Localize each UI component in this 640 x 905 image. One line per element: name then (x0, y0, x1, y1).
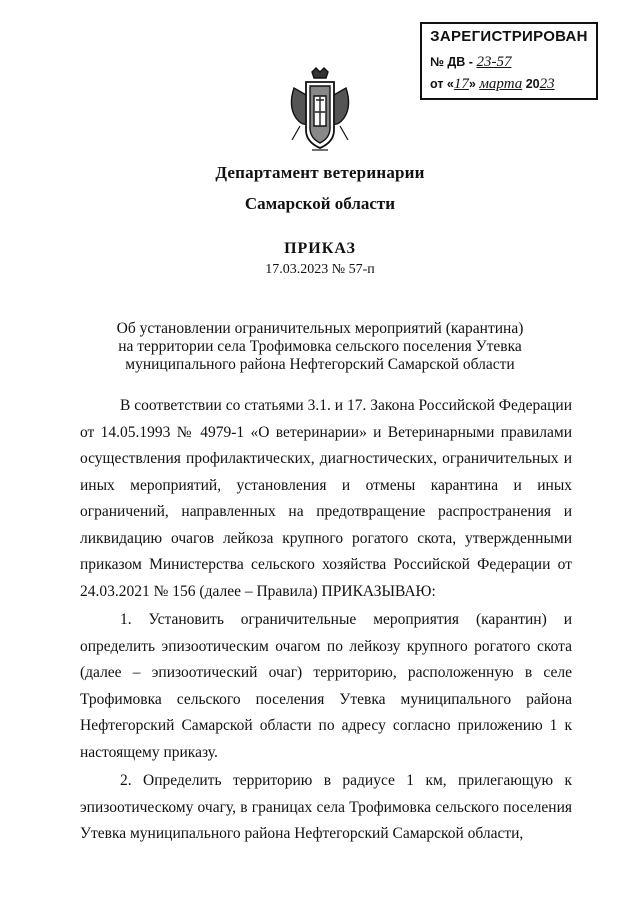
subject-line2: на территории села Трофимовка сельского поселения Утевка (118, 338, 522, 355)
stamp-number-label: № ДВ - (430, 55, 473, 69)
department-name-line1: Департамент ветеринарии (215, 163, 425, 182)
stamp-date-prefix: от « (430, 77, 454, 91)
document-subject (100, 320, 540, 374)
stamp-month: марта (479, 76, 523, 92)
body-paragraph-item-2: 2. Определить территорию в радиусе 1 км, прилегающую к эпизоотическому очагу, в границах села Трофимовка сельского поселения Утевка муниципального района Нефтегорский Самарской области, (80, 772, 572, 842)
stamp-number-row (430, 54, 511, 71)
coat-of-arms-icon (282, 66, 358, 156)
department-name-line2: Самарской области (244, 194, 396, 213)
subject-line3: муниципального района Нефтегорский Самарской области (125, 356, 515, 373)
document-body (80, 393, 572, 850)
stamp-title: ЗАРЕГИСТРИРОВАН (430, 28, 588, 45)
stamp-day: 17 (453, 76, 469, 92)
stamp-date-row (430, 76, 555, 93)
document-type: ПРИКАЗ (284, 240, 356, 257)
stamp-year-suffix: 23 (539, 76, 555, 92)
stamp-date-mid: » (468, 77, 476, 91)
document-date-number: 17.03.2023 № 57-п (265, 262, 375, 277)
stamp-number-value: 23-57 (476, 54, 512, 70)
stamp-year-prefix: 20 (525, 77, 540, 91)
subject-line1: Об установлении ограничительных мероприятий (карантина) (116, 320, 524, 337)
registration-stamp (420, 22, 598, 100)
body-paragraph-item-1: 1. Установить ограничительные мероприятия (карантин) и определить эпизоотическим очагом по лейкозу крупного рогатого скота (далее – эпизоотический очаг) территорию, расположенную в селе Трофимовка сельского поселения Утевка муниципального района Нефтегорский Самарской области по адресу согласно приложению 1 к настоящему приказу. (80, 611, 572, 761)
body-paragraph-preamble: В соответствии со статьями 3.1. и 17. Закона Российской Федерации от 14.05.1993 № 4979-1 «О ветеринарии» и Ветеринарными правилами осуществления профилактических, диагностических, ограничительных и иных мероприятий, установления и отмены карантина и иных ограничений, направленных на предотвращение распространения и ликвидацию очагов лейкоза крупного рогатого скота, утвержденными приказом Министерства сельского хозяйства Российской Федерации от 24.03.2021 № 156 (далее – Правила) ПРИКАЗЫВАЮ: (80, 397, 572, 600)
